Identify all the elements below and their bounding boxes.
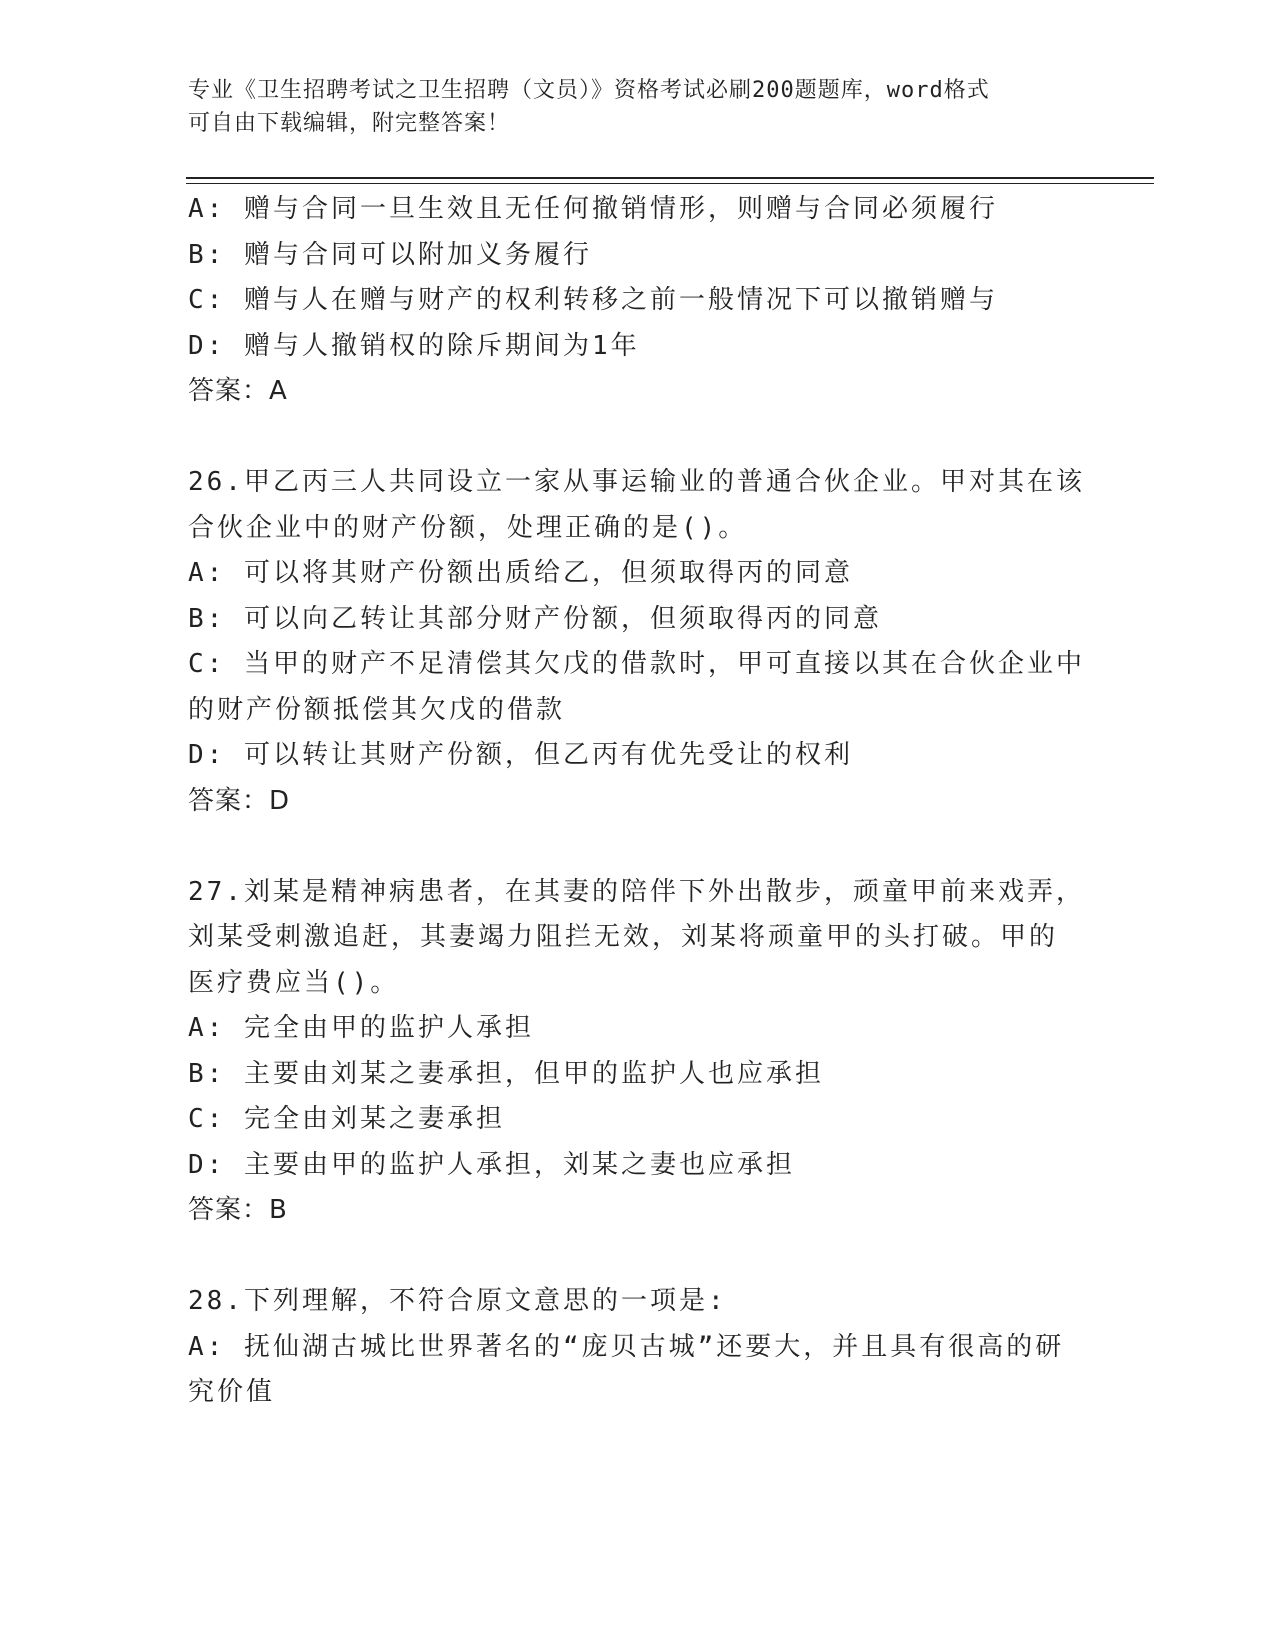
q25-option-d: D: 赠与人撤销权的除斥期间为1年	[188, 330, 640, 361]
header-rule-thick	[186, 177, 1154, 179]
question-25	[188, 187, 1088, 415]
q28-option-a-line-2: 究价值	[188, 1377, 276, 1407]
q25-option-a: A: 赠与合同一旦生效且无任何撤销情形，则赠与合同必须履行	[188, 194, 998, 224]
q27-stem-line-1: 27.刘某是精神病患者，在其妻的陪伴下外出散步，顽童甲前来戏弄，	[188, 876, 1085, 907]
q28-stem-line-1: 28.下列理解，不符合原文意思的一项是:	[188, 1286, 727, 1316]
document-header	[188, 74, 1088, 140]
q27-option-b: B: 主要由刘某之妻承担，但甲的监护人也应承担	[188, 1058, 824, 1089]
q27-option-d: D: 主要由甲的监护人承担，刘某之妻也应承担	[188, 1149, 795, 1180]
question-spacer	[188, 1234, 1088, 1280]
question-27	[188, 870, 1088, 1234]
q27-stem-line-3: 医疗费应当()。	[188, 967, 400, 998]
q27-option-a: A: 完全由甲的监护人承担	[188, 1013, 534, 1043]
q26-answer: 答案：D	[188, 785, 291, 816]
q26-option-b: B: 可以向乙转让其部分财产份额，但须取得丙的同意	[188, 603, 882, 634]
q26-stem-line-2: 合伙企业中的财产份额，处理正确的是()。	[188, 512, 748, 543]
q26-option-c-line-2: 的财产份额抵偿其欠戊的借款	[188, 694, 566, 725]
q26-option-c-line-1: C: 当甲的财产不足清偿其欠戊的借款时，甲可直接以其在合伙企业中	[188, 649, 1085, 679]
q25-answer: 答案：A	[188, 376, 288, 406]
q25-option-b: B: 赠与合同可以附加义务履行	[188, 239, 592, 270]
header-line-1: 专业《卫生招聘考试之卫生招聘（文员）》资格考试必刷200题题库，word格式	[188, 78, 990, 103]
question-26	[188, 460, 1088, 824]
q28-option-a-line-1: A: 抚仙湖古城比世界著名的“庞贝古城”还要大，并且具有很高的研	[188, 1331, 1065, 1362]
q27-stem-line-2: 刘某受刺激追赶，其妻竭力阻拦无效，刘某将顽童甲的头打破。甲的	[188, 922, 1059, 952]
question-spacer	[188, 415, 1088, 461]
q26-option-a: A: 可以将其财产份额出质给乙，但须取得丙的同意	[188, 558, 853, 588]
q27-answer: 答案：B	[188, 1195, 288, 1225]
header-rule-thin	[186, 183, 1154, 184]
header-line-2: 可自由下载编辑，附完整答案！	[188, 111, 511, 136]
q27-option-c: C: 完全由刘某之妻承担	[188, 1104, 505, 1134]
q26-option-d: D: 可以转让其财产份额，但乙丙有优先受让的权利	[188, 740, 853, 770]
document-body	[188, 187, 1088, 1416]
q26-stem-line-1: 26.甲乙丙三人共同设立一家从事运输业的普通合伙企业。甲对其在该	[188, 467, 1085, 497]
q25-option-c: C: 赠与人在赠与财产的权利转移之前一般情况下可以撤销赠与	[188, 285, 998, 315]
question-28	[188, 1279, 1088, 1416]
question-spacer	[188, 824, 1088, 870]
